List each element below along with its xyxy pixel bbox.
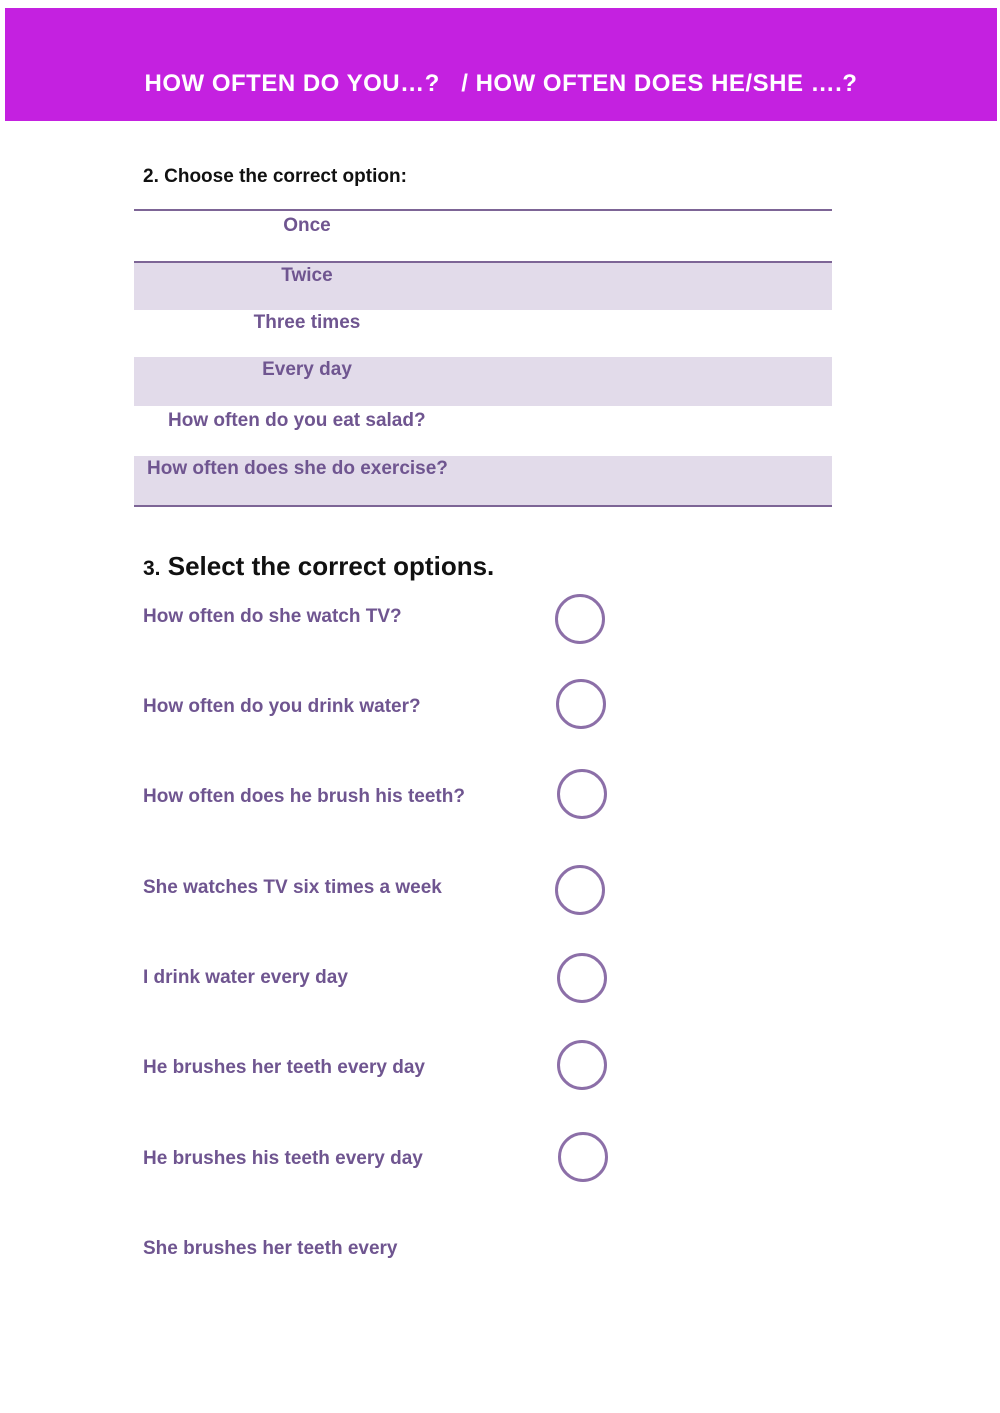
options-table xyxy=(134,209,832,507)
option-text: How often does he brush his teeth? xyxy=(143,786,465,807)
option-text: I drink water every day xyxy=(143,967,348,988)
option-select-circle[interactable] xyxy=(557,769,607,819)
option-select-circle[interactable] xyxy=(555,865,605,915)
table-cell: Every day xyxy=(262,359,352,380)
option-text: She watches TV six times a week xyxy=(143,877,442,898)
table-cell: How often do you eat salad? xyxy=(168,410,426,431)
table-cell: Three times xyxy=(253,312,361,333)
option-text: How often do you drink water? xyxy=(143,696,421,717)
section-2-heading: 2. Choose the correct option: xyxy=(143,166,407,187)
option-text: How often do she watch TV? xyxy=(143,606,402,627)
table-cell: Once xyxy=(283,215,331,236)
option-text: She brushes her teeth every xyxy=(143,1238,398,1259)
table-row[interactable] xyxy=(134,456,832,505)
table-row[interactable] xyxy=(134,406,832,456)
option-text: He brushes his teeth every day xyxy=(143,1148,423,1169)
table-row[interactable] xyxy=(134,310,832,357)
header-band xyxy=(5,8,997,121)
section-3-number: 3. xyxy=(143,557,161,580)
table-row[interactable] xyxy=(134,211,832,263)
table-row[interactable] xyxy=(134,263,832,310)
page-title: HOW OFTEN DO YOU…? / HOW OFTEN DOES HE/SHE ….? xyxy=(144,70,858,97)
option-select-circle[interactable] xyxy=(557,1040,607,1090)
option-select-circle[interactable] xyxy=(555,594,605,644)
table-cell: Twice xyxy=(281,265,333,286)
table-row[interactable] xyxy=(134,357,832,406)
table-cell: How often does she do exercise? xyxy=(147,458,448,479)
section-3-heading xyxy=(143,551,494,582)
section-3-title: Select the correct options. xyxy=(160,551,495,581)
option-select-circle[interactable] xyxy=(558,1132,608,1182)
option-text: He brushes her teeth every day xyxy=(143,1057,425,1078)
option-select-circle[interactable] xyxy=(556,679,606,729)
option-select-circle[interactable] xyxy=(557,953,607,1003)
